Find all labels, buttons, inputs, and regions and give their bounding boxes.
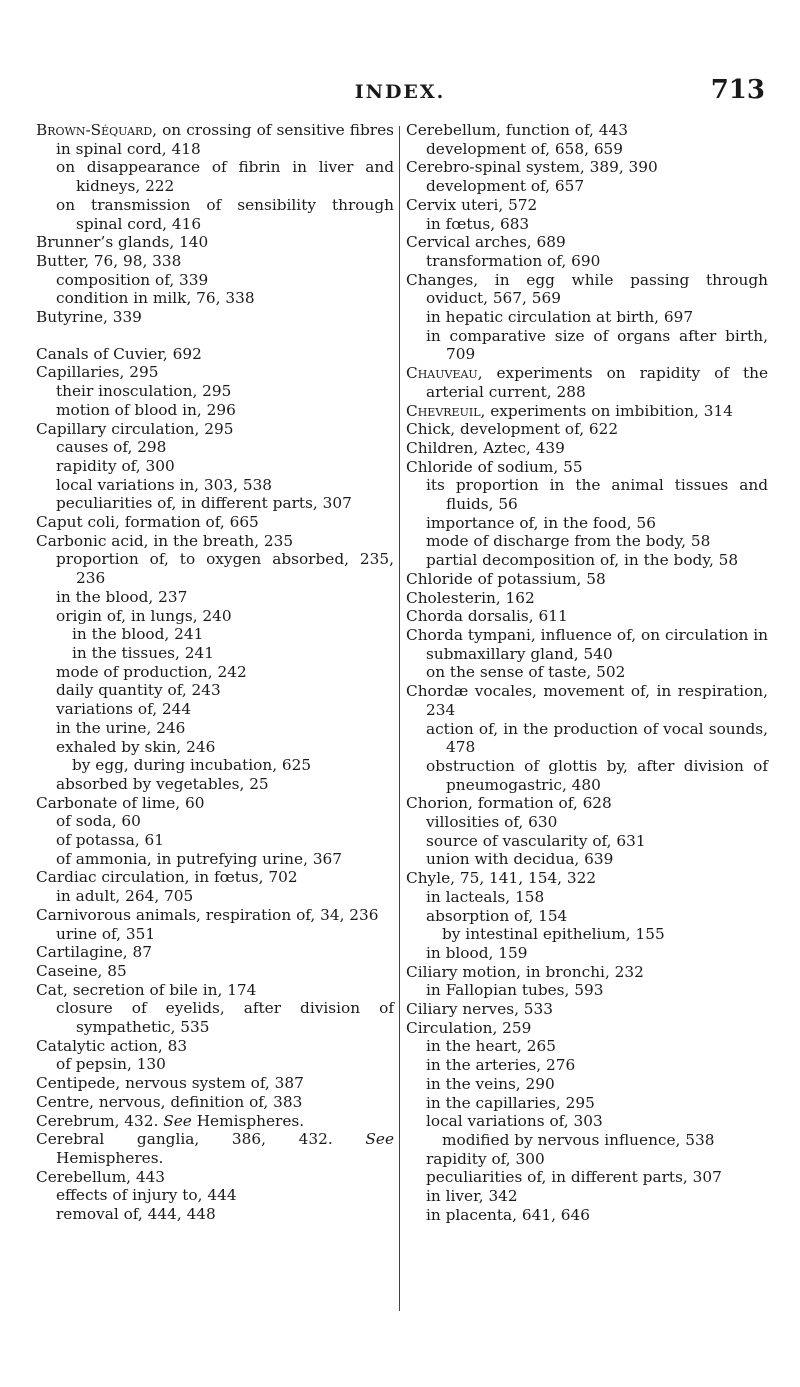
index-entry: Cervical arches, 689 (406, 233, 566, 252)
index-subentry: mode of discharge from the body, 58 (426, 532, 711, 551)
index-entry: Children, Aztec, 439 (406, 438, 565, 457)
index-subentry: causes of, 298 (56, 438, 167, 457)
index-entry: Chorda tympani, influence of, on circulation in submaxillary gland, 540 (406, 625, 768, 663)
index-subentry: villosities of, 630 (426, 813, 558, 832)
index-column-right (406, 121, 768, 1224)
index-entry: Cervix uteri, 572 (406, 195, 538, 214)
index-subentry: in blood, 159 (426, 943, 528, 962)
index-subentry: in liver, 342 (426, 1187, 518, 1206)
index-subentry: urine of, 351 (56, 924, 156, 943)
index-subentry: of soda, 60 (56, 812, 141, 831)
index-subentry: union with decidua, 639 (426, 850, 614, 869)
index-subentry: in the blood, 241 (72, 625, 204, 644)
index-subentry: in the blood, 237 (56, 587, 188, 606)
index-subentry: absorbed by vegetables, 25 (56, 774, 269, 793)
index-subentry: rapidity of, 300 (426, 1149, 545, 1168)
index-subentry: local variations of, 303 (426, 1112, 603, 1131)
index-subentry: development of, 658, 659 (426, 139, 624, 158)
index-entry: Chloride of sodium, 55 (406, 457, 583, 476)
index-subentry: their inosculation, 295 (56, 382, 232, 401)
index-subentry: exhaled by skin, 246 (56, 737, 216, 756)
index-subentry: its proportion in the animal tissues and fluids, 56 (426, 476, 768, 514)
index-entry: Chorion, formation of, 628 (406, 794, 612, 813)
running-head (0, 75, 800, 115)
index-subentry: in the heart, 265 (426, 1037, 556, 1056)
index-subentry: action of, in the production of vocal sounds, 478 (426, 719, 768, 757)
index-entry: Chyle, 75, 141, 154, 322 (406, 869, 597, 888)
index-entry: Cardiac circulation, in fœtus, 702 (36, 868, 298, 887)
index-subentry: composition of, 339 (56, 270, 209, 289)
index-subentry: on disappearance of fibrin in liver and kidneys, 222 (56, 158, 394, 196)
index-entry: Capillaries, 295 (36, 363, 159, 382)
index-subentry: in fœtus, 683 (426, 214, 530, 233)
index-subentry: in comparative size of organs after birth, 709 (426, 326, 768, 364)
index-entry: Cat, secretion of bile in, 174 (36, 980, 257, 999)
index-entry: Changes, in egg while passing through oviduct, 567, 569 (406, 270, 768, 308)
page-number: 713 (710, 75, 765, 105)
index-entry: Butter, 76, 98, 338 (36, 251, 182, 270)
index-subentry: in lacteals, 158 (426, 887, 545, 906)
index-entry: Brunner’s glands, 140 (36, 233, 209, 252)
index-entry: Butyrine, 339 (36, 308, 142, 327)
index-entry: Canals of Cuvier, 692 (36, 344, 202, 363)
index-subentry: effects of injury to, 444 (56, 1186, 237, 1205)
index-subentry: in the tissues, 241 (72, 643, 214, 662)
index-entry: Cartilagine, 87 (36, 943, 152, 962)
index-subentry: peculiarities of, in different parts, 307 (56, 494, 352, 513)
index-entry: Carnivorous animals, respiration of, 34, 236 (36, 905, 379, 924)
index-entry: Chordæ vocales, movement of, in respiration, 234 (406, 682, 768, 719)
index-subentry: motion of blood in, 296 (56, 400, 236, 419)
index-subentry: modified by nervous influence, 538 (442, 1130, 715, 1149)
index-subentry: condition in milk, 76, 338 (56, 289, 255, 308)
index-subentry: variations of, 244 (56, 700, 192, 719)
index-entry: Centipede, nervous system of, 387 (36, 1074, 304, 1093)
index-entry: Chevreuil, experiments on imbibition, 314 (406, 401, 733, 420)
index-subentry: on transmission of sensibility through spinal cord, 416 (56, 195, 394, 233)
index-subentry: in Fallopian tubes, 593 (426, 981, 604, 1000)
index-subentry: of pepsin, 130 (56, 1055, 166, 1074)
index-subentry: development of, 657 (426, 177, 585, 196)
index-entry: Caseine, 85 (36, 961, 127, 980)
index-entry: Chick, development of, 622 (406, 420, 619, 439)
index-subentry: transformation of, 690 (426, 251, 601, 270)
index-subentry: by egg, during incubation, 625 (72, 756, 312, 775)
index-subentry: rapidity of, 300 (56, 456, 175, 475)
index-subentry: in the arteries, 276 (426, 1056, 576, 1075)
index-entry: Centre, nervous, definition of, 383 (36, 1092, 303, 1111)
index-subentry: in hepatic circulation at birth, 697 (426, 308, 694, 327)
index-entry: Cholesterin, 162 (406, 588, 535, 607)
page-title: INDEX. (354, 81, 446, 103)
index-subentry: in adult, 264, 705 (56, 887, 194, 906)
index-subentry: in the veins, 290 (426, 1074, 555, 1093)
index-subentry: importance of, in the food, 56 (426, 513, 656, 532)
index-entry: Ciliary nerves, 533 (406, 1000, 554, 1019)
index-subentry: in the capillaries, 295 (426, 1093, 595, 1112)
index-subentry: origin of, in lungs, 240 (56, 606, 232, 625)
index-entry: Cerebellum, function of, 443 (406, 121, 628, 139)
index-column-left (36, 121, 394, 1224)
index-entry: Capillary circulation, 295 (36, 419, 234, 438)
index-subentry: source of vascularity of, 631 (426, 831, 646, 850)
index-subentry: by intestinal epithelium, 155 (442, 925, 665, 944)
column-divider (399, 126, 400, 1311)
index-entry: Ciliary motion, in bronchi, 232 (406, 962, 644, 981)
index-subentry: of potassa, 61 (56, 831, 165, 850)
index-subentry: peculiarities of, in different parts, 307 (426, 1168, 722, 1187)
index-subentry: closure of eyelids, after division of sympathetic, 535 (56, 999, 394, 1037)
index-entry: Cerebrum, 432. See Hemispheres. (36, 1111, 305, 1130)
index-subentry: proportion of, to oxygen absorbed, 235, 236 (56, 550, 394, 588)
index-entry: Circulation, 259 (406, 1018, 532, 1037)
index-subentry: local variations in, 303, 538 (56, 475, 273, 494)
index-entry: Chorda dorsalis, 611 (406, 607, 568, 626)
index-entry: Cerebellum, 443 (36, 1167, 166, 1186)
index-entry: Cerebro-spinal system, 389, 390 (406, 158, 658, 177)
index-subentry: removal of, 444, 448 (56, 1205, 216, 1224)
index-subentry: of ammonia, in putrefying urine, 367 (56, 849, 343, 868)
index-subentry: absorption of, 154 (426, 906, 568, 925)
index-subentry: in the urine, 246 (56, 718, 186, 737)
index-subentry: on the sense of taste, 502 (426, 663, 626, 682)
index-subentry: mode of production, 242 (56, 662, 247, 681)
index-entry: Cerebral ganglia, 386, 432. See Hemispheres. (36, 1130, 394, 1167)
index-entry: Caput coli, formation of, 665 (36, 513, 259, 532)
index-entry: Chauveau, experiments on rapidity of the arterial current, 288 (406, 364, 768, 401)
index-entry: Carbonate of lime, 60 (36, 793, 205, 812)
index-entry: Brown-Séquard, on crossing of sensitive fibres in spinal cord, 418 (36, 121, 394, 158)
index-subentry: obstruction of glottis by, after division of pneumogastric, 480 (426, 756, 768, 794)
index-subentry: partial decomposition of, in the body, 58 (426, 551, 739, 570)
index-subentry: in placenta, 641, 646 (426, 1205, 590, 1224)
index-entry: Carbonic acid, in the breath, 235 (36, 531, 294, 550)
index-subentry: daily quantity of, 243 (56, 681, 221, 700)
index-entry: Chloride of potassium, 58 (406, 569, 606, 588)
index-entry: Catalytic action, 83 (36, 1036, 188, 1055)
